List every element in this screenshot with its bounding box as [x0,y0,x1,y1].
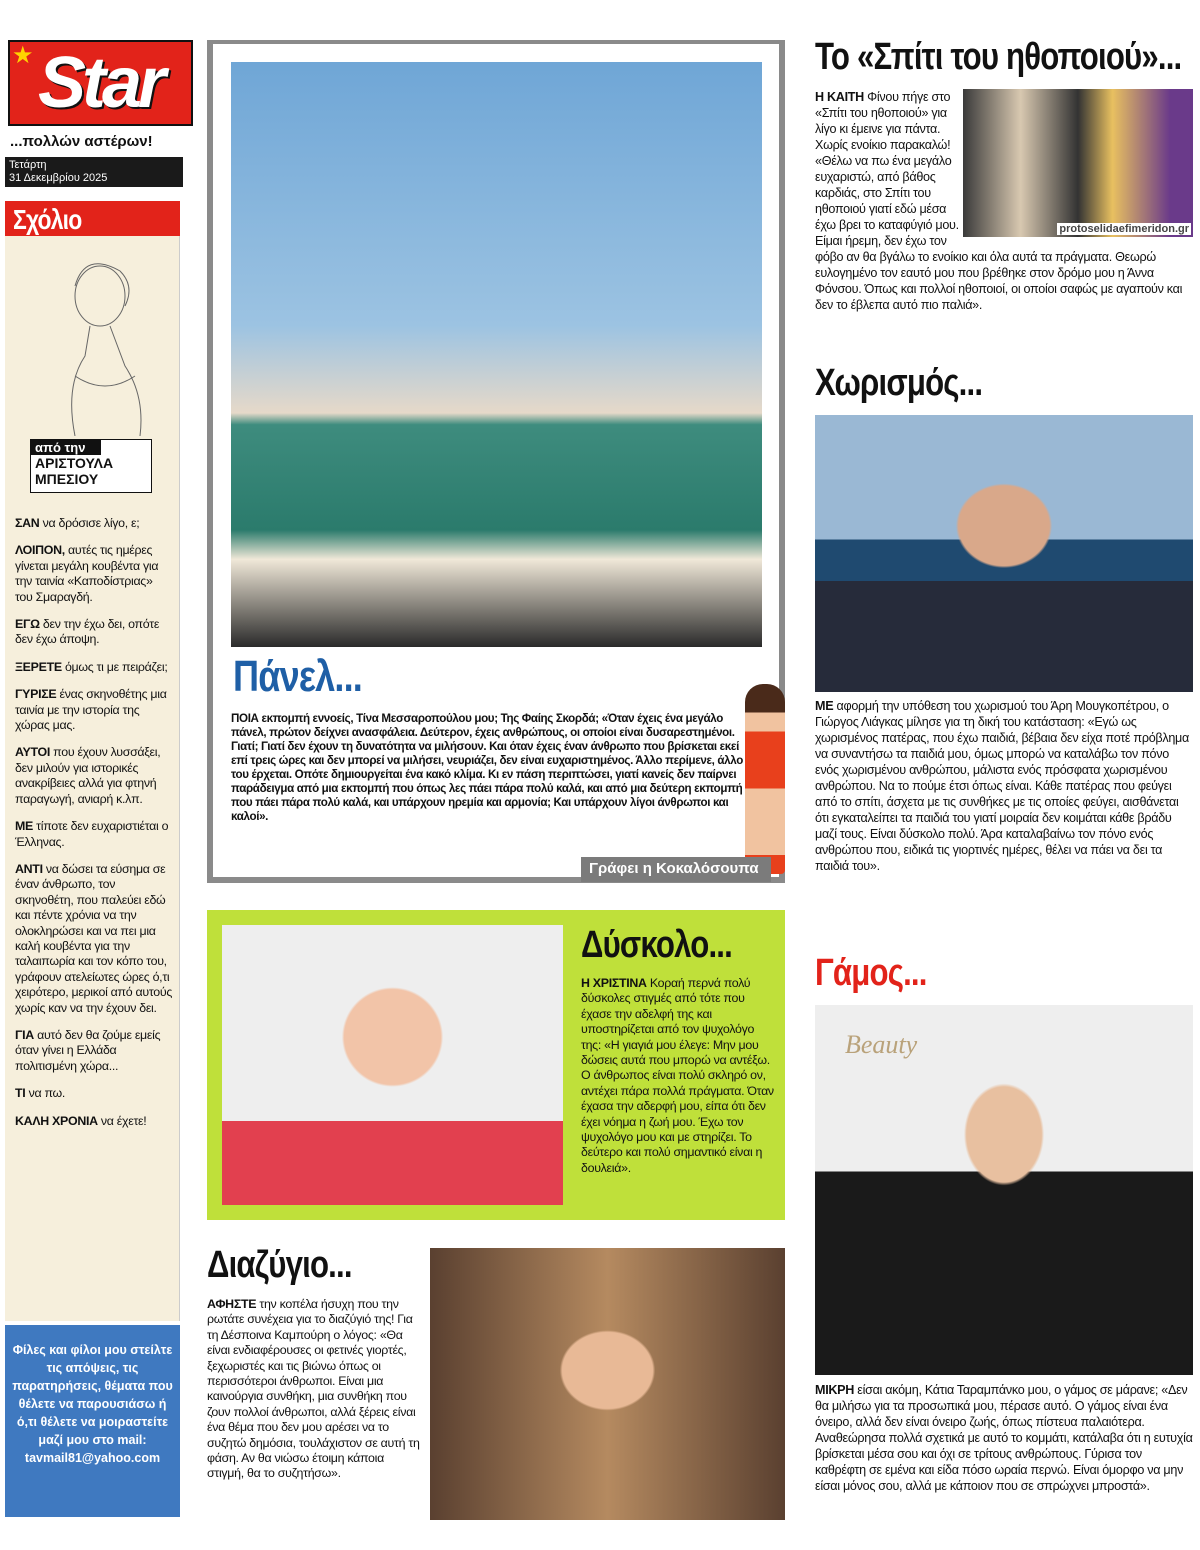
star-icon: ★ [12,42,34,69]
actor-house-text: Η ΚΑΙΤΗ Φίνου πήγε στο «Σπίτι του ηθοποιού» για λίγο κι έμεινε για πάντα. Χωρίς ενοίκιο παρακαλώ! «Θέλω να πω ένα μεγάλο ευχαριστώ, από βάθος καρδιάς, στο Σπίτι του ηθοποιού γιατί εδώ μέσα έχω βρει το καταφύγιό μου. Είμαι ήρεμη, δεν έχω τον φόβο αν θα βγάλω το ενοίκιο και όλα αυτά τα πράγματα. Θεωρώ ευλογημένο τον εαυτό μου που βρέθηκε στον δρόμο μου η Άννα Φόνσου. Όπως και πολλοί ηθοποιοί, οι οποίοι σαφώς με αγαπούν και δεν το έβλεπα αυτό πιο παλιά». [815,90,1183,312]
katia-photo [815,1005,1193,1375]
column-paragraph: ΛΟΙΠΟΝ, αυτές τις ημέρες γίνεται μεγάλη κουβέντα για την ταινία «Καποδίστριας» του Σμαραγδή. [15,543,159,604]
difficult-article [207,910,785,1220]
date-bar [5,157,183,187]
contact-box [5,1325,180,1517]
separation-text: ΜΕ αφορμή την υπόθεση του χωρισμού του Άρη Μουγκοπέτρου, ο Γιώργος Λιάγκας μίλησε για τη δική του κατάσταση: «Εγώ ως χωρισμένος πατέρας, που έχω παιδιά, βέβαια δεν είχα ποτέ πρόβλημα να συναντήσω τα παιδιά μου, όμως μπορώ να καταλάβω τον πόνο ενός χωρισμένου ανθρώπου, μάλιστα ενός πρόσφατα χωρισμένου ανθρώπου. Να το πούμε έτσι όπως είναι. Κάθε πατέρας που φεύγει από το σπίτι, άσχετα με τις συνθήκες με τις οποίες φεύγει, αισθάνεται ότι εγκαταλείπει τα παιδιά του γιατί μοιραία δεν κοιμάται κάθε βράδυ μαζί τους. Είναι δύσκολο πολύ. Άρα καταλαβαίνω τον πόνο ενός ανθρώπου που, ειδικά τις γιορτινές ημέρες, θέλει να πάει να δει τα παιδιά του». [815,699,1189,873]
slogan: ...πολλών αστέρων! [10,133,153,150]
cartoon-figure [745,684,785,874]
backdrop-text: Beauty [845,1030,918,1059]
column-paragraph: ΣΑΝ να δρόσισε λίγο, ε; [15,516,140,530]
wedding-title: Γάμος... [815,952,927,994]
column-paragraph: ΤΙ να πω. [15,1086,66,1101]
column-paragraph: ΑΥΤΟΙ που έχουν λυσσάξει, δεν μιλούν για ιστορικές ανακρίβειες αλλά για φτηνή παραγωγή, ανιαρή κ.λπ. [15,745,161,806]
column-paragraph: ΞΕΡΕΤΕ όμως τι με πειράζει; [15,659,168,674]
panel-article [207,40,785,883]
separation-title: Χωρισμός... [815,362,983,404]
column-text [15,516,173,1129]
divorce-text: ΑΦΗΣΤΕ την κοπέλα ήσυχη που την ρωτάτε συνέχεια για το διαζύγιό της! Για τη Δέσποινα Καμπούρη ο λόγος: «Θα είναι ενδιαφέρουσες οι φετινές γιορτές, ξεχωριστές και τις βιώνω όπως οι περισσότεροι άνθρωποι. Είναι μια καινούργια συνθήκη, μια συνθήκη που ζουν πολλοί άνθρωποι, αλλά ξέρεις είναι ένα θέμα που δεν μου αρέσει να το συζητώ δημόσια, τουλάχιστον σε αυτή τη φάση. Αν θα νιώσω έτοιμη κάποια στιγμή, θα το συζητήσω». [207,1297,420,1481]
column-paragraph: ΚΑΛΗ ΧΡΟΝΙΑ να έχετε! [15,1113,147,1128]
contact-text: Φίλες και φίλοι μου στείλτε τις απόψεις, τις παρατηρήσεις, θέματα που θέλετε να παρουσιάσω ή ό,τι θέλετε να μοιραστείτε μαζί μου στο mail: [12,1343,173,1447]
panel-title: Πάνελ... [233,652,363,701]
panel-byline: Γράφει η Κοκαλόσουπα [581,857,771,882]
date-full: 31 Δεκεμβρίου 2025 [9,172,108,184]
wedding-text: ΜΙΚΡΗ είσαι ακόμη, Κάτια Ταραμπάνκο μου, ο γάμος σε μάρανε; «Δεν θα μιλήσω για τα προσωπικά μου, πέρασε αυτό. Ο γάμος είναι ένα όνειρο, αλλά δεν είναι όνειρο ζωής, όπως πίστευα παλαιότερα. Αναθεώρησα πολλά σχετικά με αυτό το κομμάτι, κατάλαβα ότι η ευτυχία βρίσκεται μέσα σου και όχι σε τρίτους ανθρώπους. Γύρισα τον καθρέφτη σε εμένα και είδα πόσο ωραία περνώ. Είναι όμορφο να μην είσαι μόνος σου, αλλά με κάποιον που σε σπρώχνει μπροστά». [815,1383,1193,1493]
contact-email[interactable]: tavmail81@yahoo.com [24,1451,161,1465]
despoina-photo [430,1248,785,1520]
liagkas-photo [815,415,1193,692]
column-paragraph: ΑΝΤΙ να δώσει τα εύσημα σε έναν άνθρωπο, τον σκηνοθέτη, που παλεύει εδώ και πέντε χρόνια να την ολοκληρώσει και να πει μια καλή κουβέντα για την ταλαιπωρία και τον κόπο του, γράφουν ατελείωτες ώρες ό,τι χειρότερο, μερικοί από αυτούς χωρίς καν να την έχουν δει. [15,861,173,1015]
watermark: protoselidaefimeridon.gr [1059,223,1189,235]
column-header-text: Σχόλιο [13,204,82,235]
difficult-title: Δύσκολο... [581,924,732,966]
author-name-1: ΑΡΙΣΤΟΥΛΑ [35,455,114,471]
author-box [30,439,152,493]
date-day: Τετάρτη [9,159,47,171]
christina-photo [222,925,563,1205]
star-logo [8,40,193,126]
author-name-2: ΜΠΕΣΙΟΥ [35,471,99,487]
column-body [5,236,180,1321]
author-prefix: από την [31,440,101,455]
logo-text: Star [38,43,163,123]
tv-studio-photo [231,62,762,647]
difficult-text: Η ΧΡΙΣΤΙΝΑ Κοραή περνά πολύ δύσκολες στιγμές από τότε που έχασε την αδελφή της και υποστηρίζεται από τον ψυχολόγο της: «Η γιαγιά μου έλεγε: Μην μου δώσεις αυτά που μπορώ να αντέξω. Ο άνθρωπος είναι πολύ σκληρό ον, αντέχει πάρα πολλά πράγματα. Όταν έχασα την αδερφή μου, είπα ότι δεν έχει νόημα η ζωή μου. Έχω τον ψυχολόγο μου και με στηρίζει. Το δεύτερο και πολύ σημαντικό είναι η δουλειά». [581,976,774,1175]
panel-text: ΠΟΙΑ εκπομπή εννοείς, Τίνα Μεσσαροπούλου μου; Της Φαίης Σκορδά; «Όταν έχεις ένα μεγάλο πάνελ, πρώτον δείχνει ανασφάλεια. Δεύτερον, έχεις ανθρώπους, οι οποίοι είναι δυσαρεστημένοι. Γιατί; Γιατί δεν έχουν τη δυνατότητα να μιλήσουν. Και όταν έχεις έναν άνθρωπο που βρίσκεται εκεί επί τρεις ώρες και δεν μπορεί να μιλήσει, νευριάζει, δεν είναι ευχαριστημένος. Άλλο περίμενε, άλλο του έρχεται. Οπότε δημιουργείται ένα κακό κλίμα. Κι εν πάση περιπτώσει, γιατί κανείς δεν παίρνει παράδειγμα από μια εκπομπή που όπως λες πάει πάρα πολύ καλά, και από μια δεύτερη εκπομπή που πάει πάρα πολύ καλά, και υπάρχουν ηρεμία και αρμονία; Και υπάρχουν λίγοι άνθρωποι και καλοί». [231,712,743,823]
actor-house-title: Το «Σπίτι του ηθοποιού»... [815,36,1182,78]
column-paragraph: ΕΓΩ δεν την έχω δει, οπότε δεν έχω άποψη. [15,617,160,647]
divorce-title: Διαζύγιο... [207,1244,352,1286]
author-sketch [45,246,165,436]
column-paragraph: ΓΙΑ αυτό δεν θα ζούμε εμείς όταν γίνει η Ελλάδα πολιτισμένη χώρα... [15,1027,161,1073]
column-paragraph: ΓΥΡΙΣΕ ένας σκηνοθέτης μια ταινία με την ιστορία της χώρας μας. [15,687,167,733]
column-header [5,201,180,236]
column-paragraph: ΜΕ τίποτε δεν ευχαριστιέται ο Έλληνας. [15,819,169,849]
